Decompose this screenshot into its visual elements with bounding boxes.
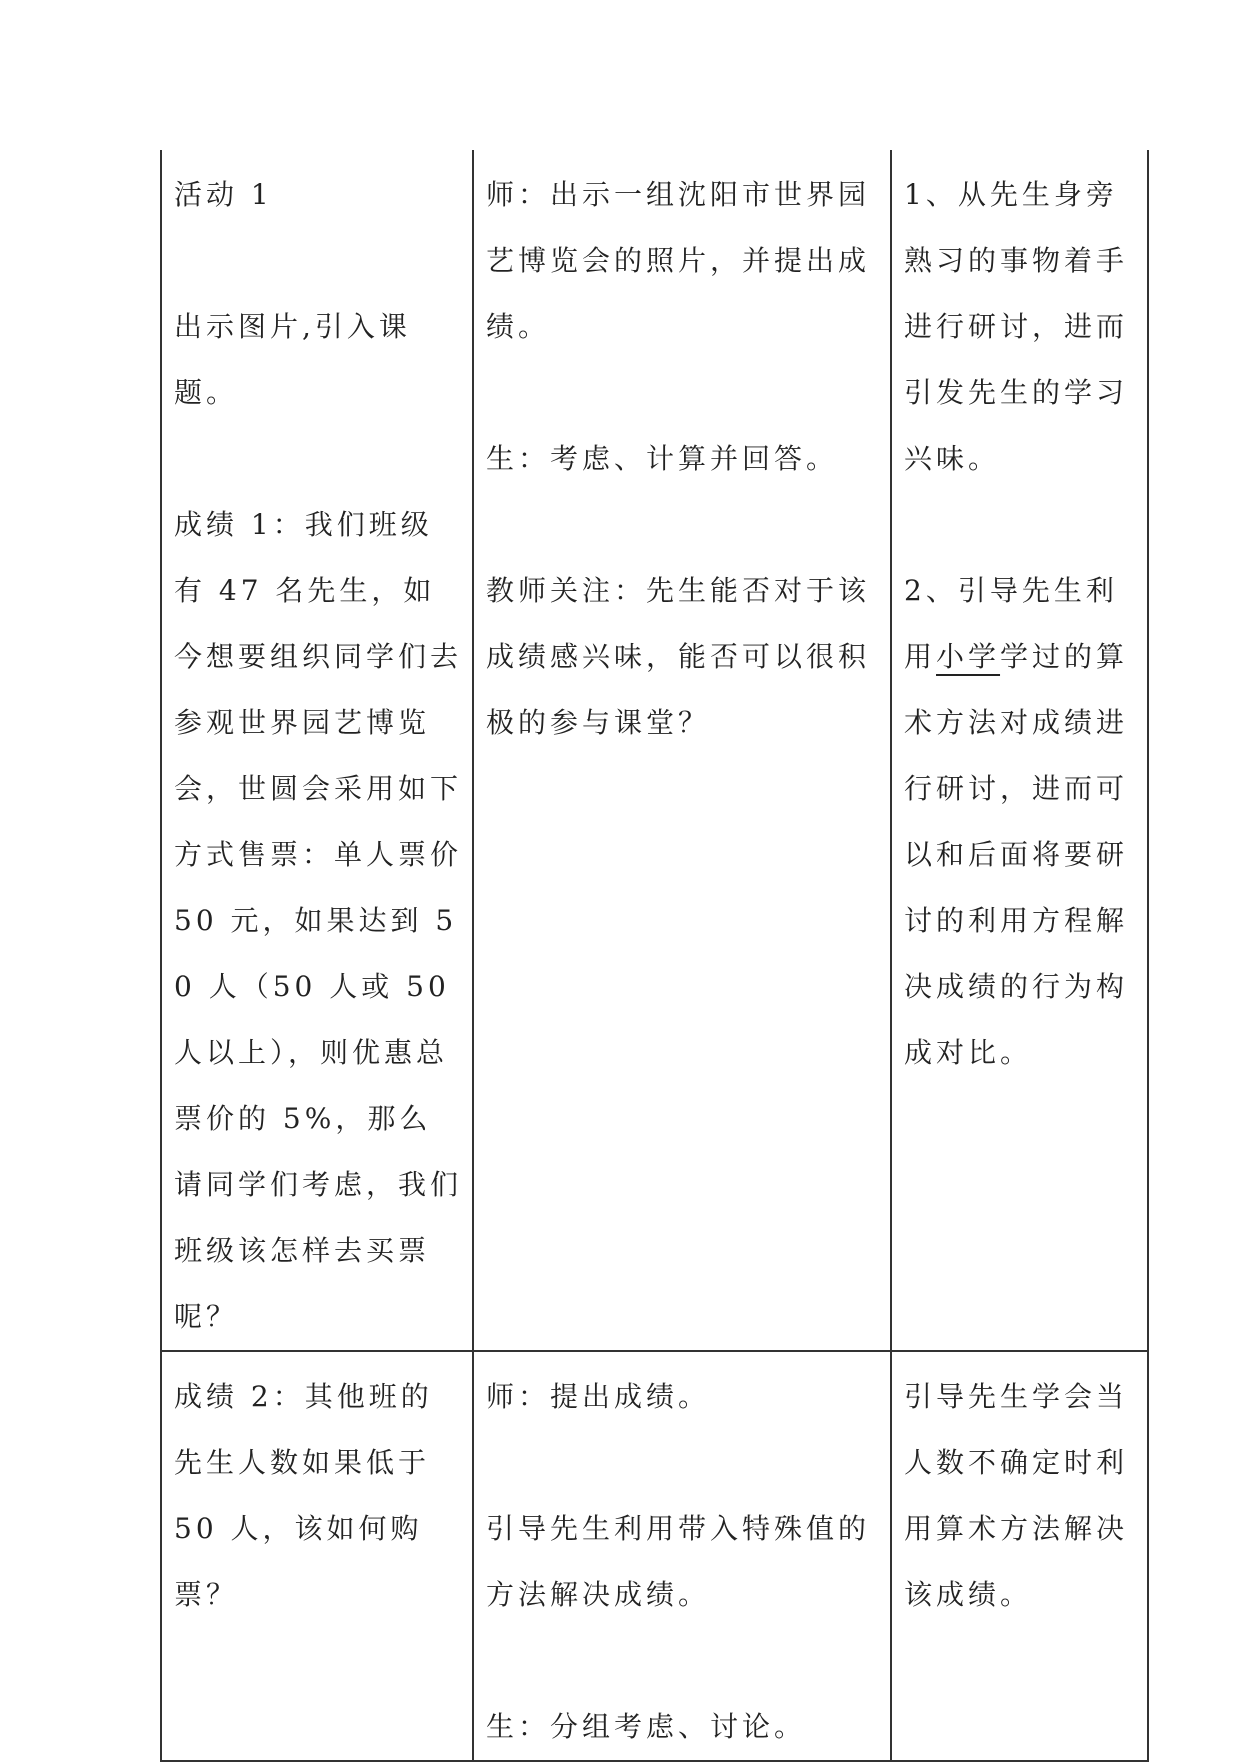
intent-cell — [891, 1351, 1148, 1761]
intent-cell — [891, 150, 1148, 1351]
problem-2-text: 成绩 2：其他班的先生人数如果低于 50 人，该如何购票？ — [174, 1380, 443, 1611]
teacher-action: 师：提出成绩。 — [486, 1380, 711, 1413]
student-action: 生：分组考虑、讨论。 — [486, 1710, 807, 1743]
teacher-focus: 教师关注：先生能否对于该成绩感兴味，能否可以很积极的参与课堂？ — [486, 574, 871, 739]
activity-cell — [161, 1351, 473, 1761]
teacher-guide: 引导先生利用带入特殊值的方法解决成绩。 — [486, 1512, 871, 1611]
intent-2-start: 2、引导先生利用 — [904, 574, 1118, 673]
table-row — [161, 150, 1148, 1351]
primary-school-link[interactable]: 小学 — [936, 640, 1001, 673]
process-cell — [473, 1351, 891, 1761]
intent-2 — [904, 558, 1137, 1086]
student-action: 生：考虑、计算并回答。 — [486, 442, 839, 475]
table-row — [161, 1351, 1148, 1761]
teacher-action: 师：出示一组沈阳市世界园艺博览会的照片，并提出成绩。 — [486, 178, 871, 343]
intent-1: 1、从先生身旁熟习的事物着手进行研讨，进而引发先生的学习兴味。 — [904, 178, 1129, 475]
intent-2-end: 学过的算术方法对成绩进行研讨，进而可以和后面将要研讨的利用方程解决成绩的行为构成对比。 — [904, 640, 1129, 1069]
intro-text: 出示图片,引入课题。 — [174, 310, 411, 409]
activity-label: 活动 1 — [174, 178, 273, 211]
problem-1-text: 成绩 1：我们班级有 47 名先生，如今想要组织同学们去参观世界园艺博览会，世圆会采用如下方式售票：单人票价 50 元，如果达到 50 人（50 人或 50 人以上），则优惠总票价的 5%，那么请同学们考虑，我们班级该怎样去买票呢？ — [174, 508, 475, 1333]
process-cell — [473, 150, 891, 1351]
intent-3: 引导先生学会当人数不确定时利用算术方法解决该成绩。 — [904, 1380, 1129, 1611]
lesson-plan-table — [160, 150, 1149, 1762]
activity-cell — [161, 150, 473, 1351]
